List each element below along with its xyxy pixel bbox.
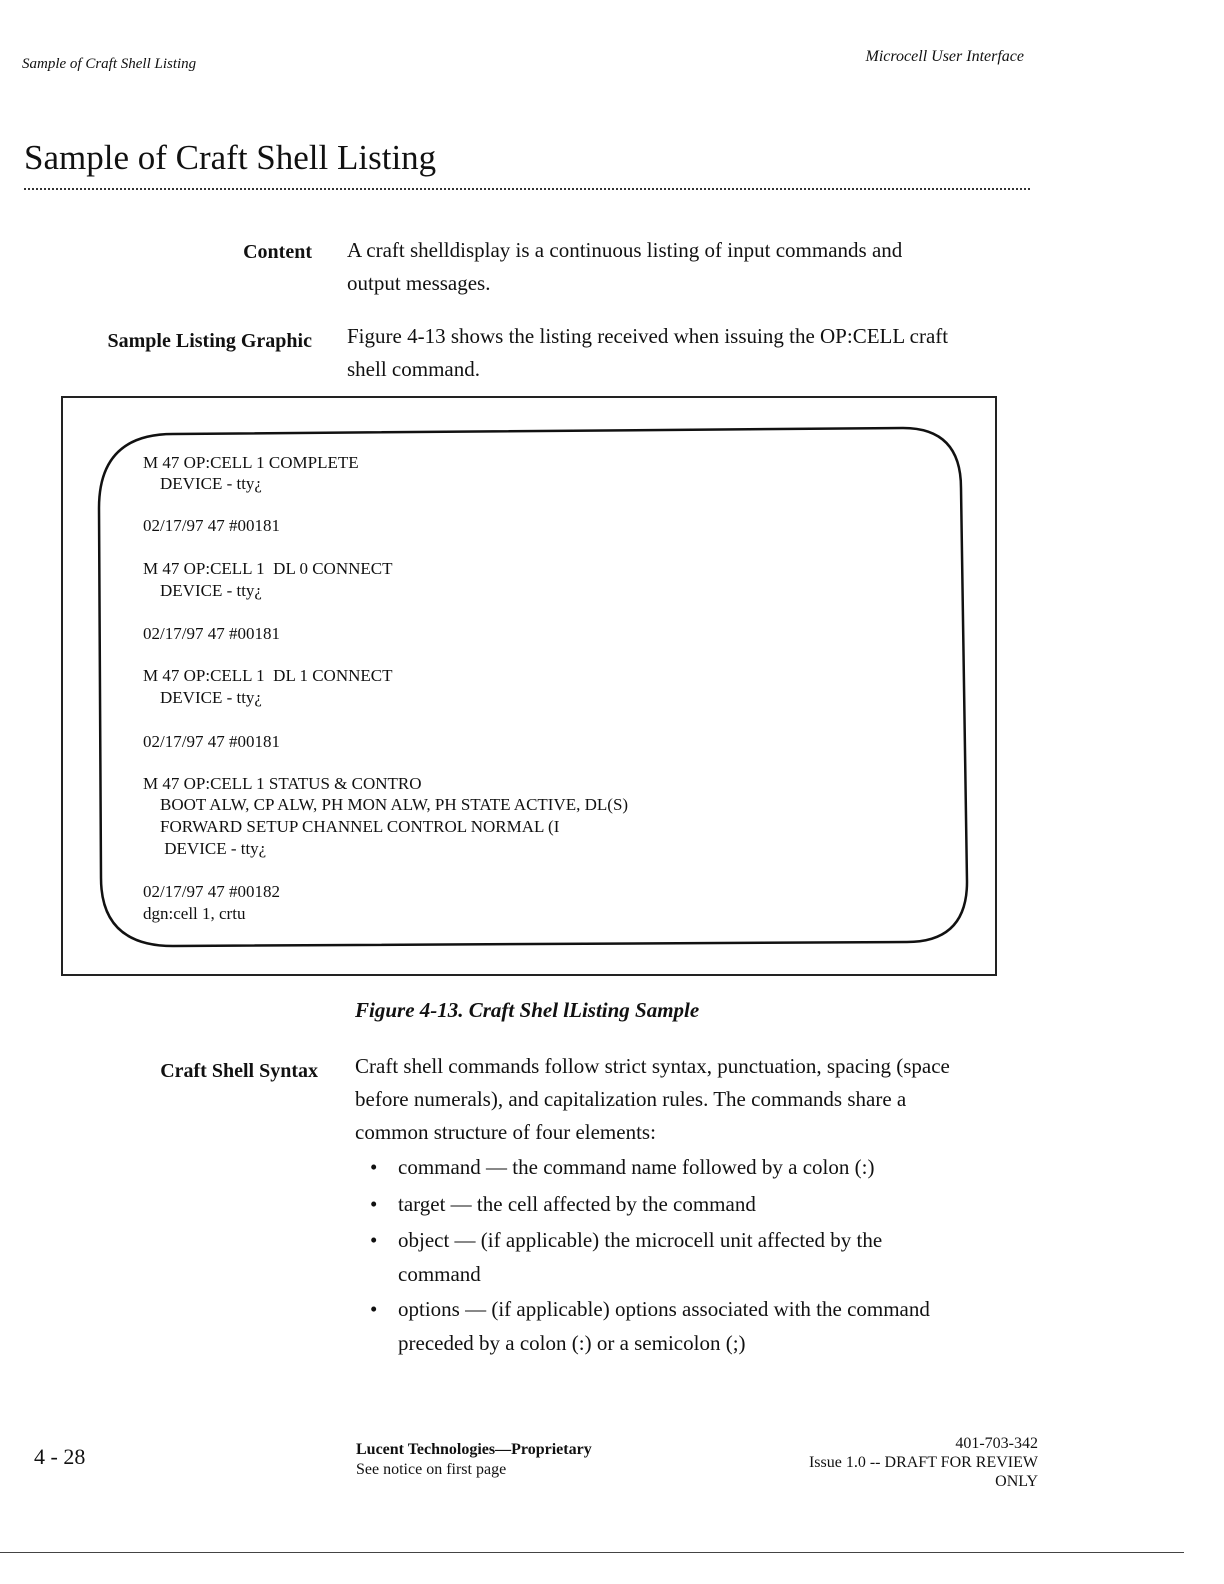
sample-listing-line: Figure 4-13 shows the listing received when issuing the OP:CELL craft: [347, 324, 949, 348]
bottom-divider: [0, 1552, 1184, 1553]
bullet-icon: •: [370, 1228, 378, 1252]
bullet-icon: •: [370, 1155, 378, 1179]
syntax-line: common structure of four elements:: [355, 1120, 656, 1144]
syntax-text: [355, 1050, 950, 1149]
title-divider: [24, 188, 1030, 190]
footer-company: Lucent Technologies—Proprietary: [356, 1441, 592, 1458]
list-item-line: object — (if applicable) the microcell unit affected by the: [398, 1228, 883, 1252]
listing-line: DEVICE - tty¿: [143, 581, 262, 600]
list-item-line: options — (if applicable) options associated with the command: [398, 1297, 930, 1321]
list-item-line: target — the cell affected by the command: [398, 1192, 756, 1216]
listing-line: 02/17/97 47 #00181: [143, 516, 280, 535]
running-header-right: Microcell User Interface: [865, 48, 1024, 65]
sample-listing-label: Sample Listing Graphic: [107, 330, 312, 352]
footer-doc-number: 401-703-342: [955, 1435, 1038, 1452]
listing-line: 02/17/97 47 #00181: [143, 732, 280, 751]
syntax-label: Craft Shell Syntax: [160, 1060, 318, 1082]
bullet-icon: •: [370, 1297, 378, 1321]
listing-line: DEVICE - tty¿: [143, 474, 262, 493]
listing-line: DEVICE - tty¿: [143, 688, 262, 707]
list-item-line: command — the command name followed by a colon (:): [398, 1155, 875, 1179]
list-item-line: command: [398, 1262, 481, 1286]
listing-line: 02/17/97 47 #00181: [143, 624, 280, 643]
list-item: [370, 1223, 1028, 1291]
listing-line: M 47 OP:CELL 1 DL 0 CONNECT: [143, 559, 393, 578]
bullet-icon: •: [370, 1192, 378, 1216]
list-item: [370, 1150, 1028, 1184]
listing-line: M 47 OP:CELL 1 COMPLETE: [143, 453, 359, 472]
figure-frame: [61, 396, 997, 976]
list-item: [370, 1292, 1028, 1360]
sample-listing-text: [347, 320, 948, 386]
syntax-line: before numerals), and capitalization rules. The commands share a: [355, 1087, 907, 1111]
syntax-line: Craft shell commands follow strict syntax, punctuation, spacing (space: [355, 1054, 950, 1078]
footer-only: ONLY: [995, 1473, 1038, 1490]
list-item-line: preceded by a colon (:) or a semicolon (;): [398, 1331, 746, 1355]
figure-caption: Figure 4-13. Craft Shel lListing Sample: [355, 998, 700, 1022]
page-title: Sample of Craft Shell Listing: [24, 138, 437, 177]
listing-line: M 47 OP:CELL 1 DL 1 CONNECT: [143, 666, 393, 685]
content-text: [347, 234, 902, 300]
content-line: output messages.: [347, 271, 491, 295]
listing-line: FORWARD SETUP CHANNEL CONTROL NORMAL (I: [143, 817, 560, 836]
content-line: A craft shelldisplay is a continuous listing of input commands and: [347, 238, 903, 262]
listing-line: BOOT ALW, CP ALW, PH MON ALW, PH STATE ACTIVE, DL(S): [143, 795, 629, 814]
listing-line: DEVICE - tty¿: [143, 839, 267, 858]
footer-notice: See notice on first page: [356, 1461, 507, 1478]
content-label: Content: [243, 241, 312, 263]
listing-line: dgn:cell 1, crtu: [143, 904, 246, 923]
footer-proprietary: [356, 1440, 592, 1480]
footer-doc-info: [809, 1434, 1038, 1491]
listing-line: M 47 OP:CELL 1 STATUS & CONTRO: [143, 774, 422, 793]
running-header-left: Sample of Craft Shell Listing: [22, 56, 197, 72]
list-item: [370, 1187, 1028, 1221]
sample-listing-line: shell command.: [347, 357, 480, 381]
listing-line: 02/17/97 47 #00182: [143, 882, 280, 901]
page-number: 4 - 28: [34, 1444, 86, 1469]
footer-issue: Issue 1.0 -- DRAFT FOR REVIEW: [808, 1454, 1038, 1471]
